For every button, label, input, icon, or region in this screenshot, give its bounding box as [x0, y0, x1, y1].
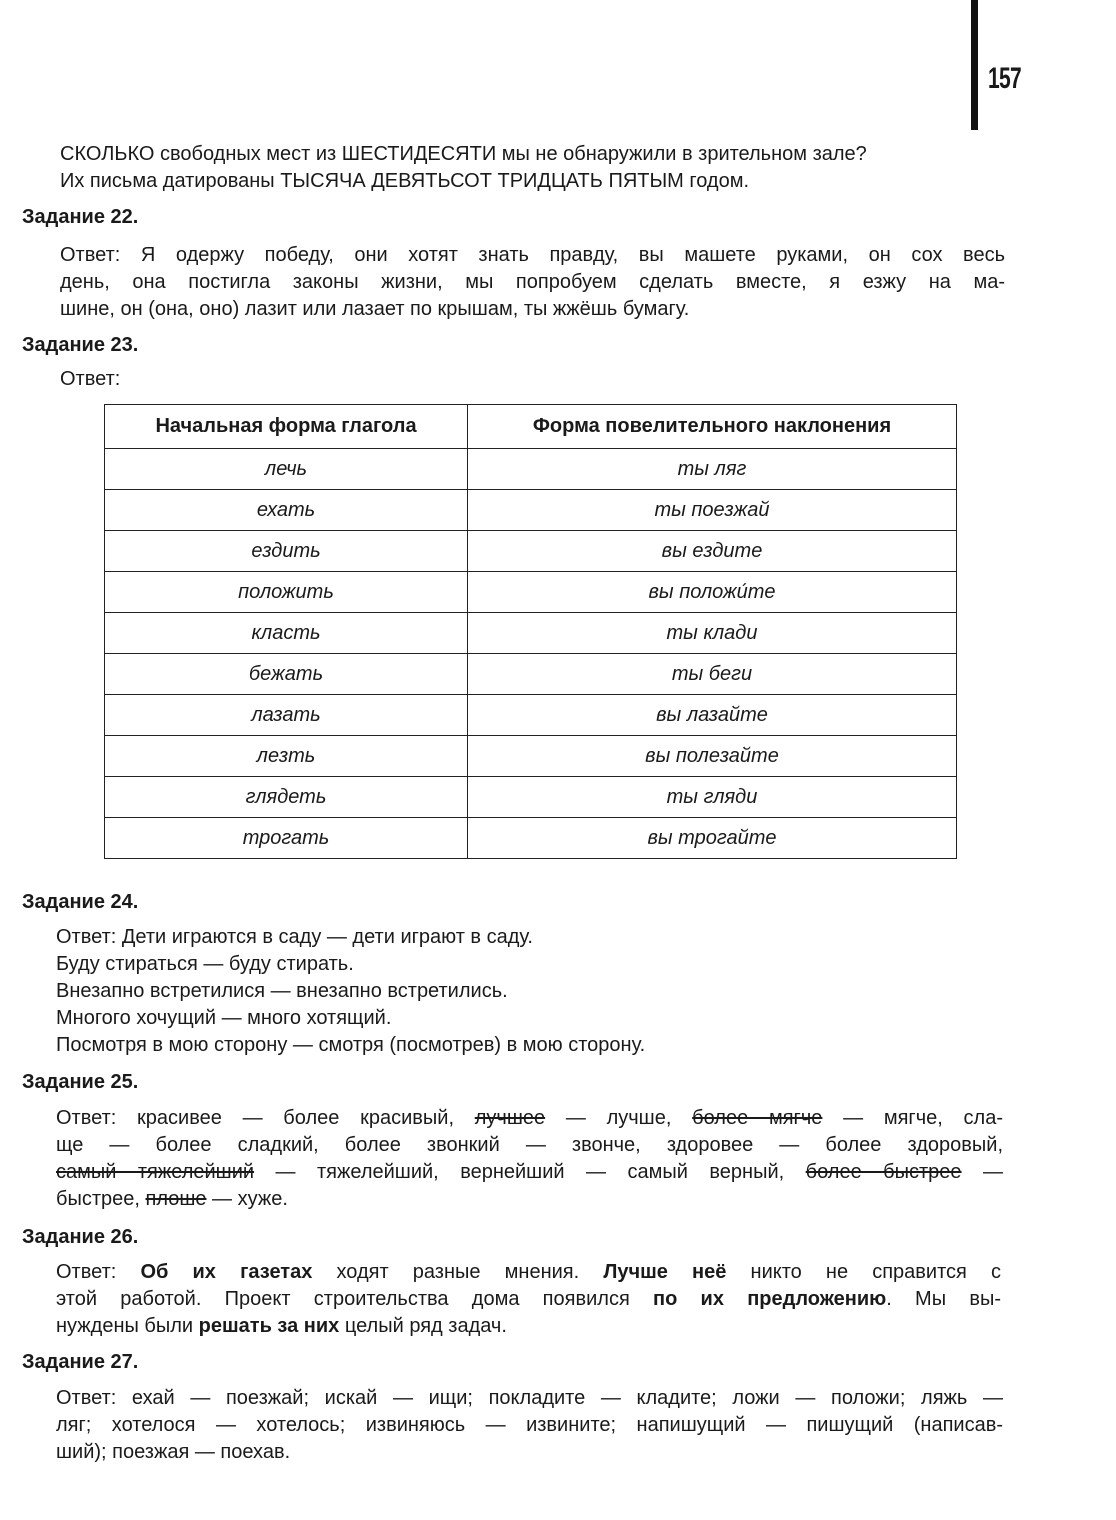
text-segment: шине, он (она, оно) лазит или лазает по крышам, ты жжёшь бумагу. [60, 298, 690, 320]
text-line [56, 1439, 1003, 1466]
text-line [56, 951, 1001, 978]
infinitive-cell: лазать [105, 695, 468, 736]
infinitive-cell: глядеть [105, 777, 468, 818]
task-22-heading: Задание 22. [22, 206, 139, 228]
intro-paragraph [60, 141, 1005, 195]
margin-bar [971, 0, 978, 130]
table-row [105, 572, 957, 613]
struck-text: более мягче [692, 1107, 823, 1129]
task-27-answer [56, 1385, 1003, 1466]
table-row [105, 654, 957, 695]
table-row [105, 818, 957, 859]
text-line [56, 1313, 1001, 1340]
page-number: 157 [988, 62, 1021, 95]
text-segment: — лучше, [545, 1107, 693, 1129]
text-segment: целый ряд задач. [339, 1315, 507, 1337]
text-line [56, 978, 1001, 1005]
text-line [56, 1412, 1003, 1439]
text-segment: этой работой. Проект строительства дома появился [56, 1288, 654, 1310]
text-line [56, 1259, 1001, 1286]
struck-text: лучшее [474, 1107, 546, 1129]
text-line [60, 269, 1005, 296]
text-segment: нуждены были [56, 1315, 199, 1337]
struck-text: плоше [145, 1188, 207, 1210]
table-header-row [105, 405, 957, 449]
text-segment: . Мы вы- [886, 1288, 1001, 1310]
text-line [60, 242, 1005, 269]
text-segment: — мягче, сла- [822, 1107, 1004, 1129]
imperative-form-cell: ты поезжай [468, 490, 957, 531]
text-line [60, 296, 1005, 323]
imperative-form-cell: ты беги [468, 654, 957, 695]
task-26-heading: Задание 26. [22, 1226, 139, 1248]
bold-text: по их предложению [653, 1288, 887, 1310]
text-segment: Ответ: красивее — более красивый, [56, 1107, 475, 1129]
table-row [105, 777, 957, 818]
text-segment: — хуже. [206, 1188, 288, 1210]
text-segment: Внезапно встретилися — внезапно встретились. [56, 980, 508, 1002]
table-row [105, 449, 957, 490]
text-segment: быстрее, [56, 1188, 146, 1210]
column-header: Форма повелительного наклонения [468, 405, 957, 449]
text-line [60, 141, 1005, 168]
imperative-form-cell: ты гляди [468, 777, 957, 818]
text-segment: — [961, 1161, 1003, 1183]
text-segment: Ответ: [60, 368, 121, 390]
task-23-heading: Задание 23. [22, 334, 139, 356]
column-header: Начальная форма глагола [105, 405, 468, 449]
verb-forms-table [104, 404, 957, 859]
text-line [56, 1132, 1003, 1159]
infinitive-cell: лечь [105, 449, 468, 490]
infinitive-cell: трогать [105, 818, 468, 859]
infinitive-cell: бежать [105, 654, 468, 695]
task-24-answer [56, 924, 1001, 1059]
task-22-answer [60, 242, 1005, 323]
text-line [56, 1159, 1003, 1186]
imperative-form-cell: вы положи́те [468, 572, 957, 613]
text-segment: никто не справится с [726, 1261, 1002, 1283]
imperative-form-cell: вы трогайте [468, 818, 957, 859]
infinitive-cell: положить [105, 572, 468, 613]
text-segment: Их письма датированы ТЫСЯЧА ДЕВЯТЬСОТ ТРИДЦАТЬ ПЯТЫМ годом. [60, 170, 750, 192]
text-segment: Ответ: Дети играются в саду — дети играют в саду. [56, 926, 533, 948]
struck-text: самый тяжелейший [56, 1161, 255, 1183]
table-row [105, 490, 957, 531]
text-line [60, 366, 460, 393]
text-segment: Ответ: [56, 1261, 141, 1283]
bold-text: Лучше неё [603, 1261, 727, 1283]
text-segment: Буду стираться — буду стирать. [56, 953, 354, 975]
text-line [56, 1385, 1003, 1412]
infinitive-cell: класть [105, 613, 468, 654]
text-segment: ший); поезжая — поехав. [56, 1441, 291, 1463]
infinitive-cell: ездить [105, 531, 468, 572]
task-27-heading: Задание 27. [22, 1351, 139, 1373]
imperative-form-cell: вы ездите [468, 531, 957, 572]
text-line [56, 1032, 1001, 1059]
task-24-heading: Задание 24. [22, 891, 139, 913]
imperative-form-cell: вы лазайте [468, 695, 957, 736]
infinitive-cell: лезть [105, 736, 468, 777]
text-segment: Ответ: ехай — поезжай; искай — ищи; покладите — кладите; ложи — положи; ляжь — [56, 1387, 1003, 1409]
struck-text: более быстрее [805, 1161, 962, 1183]
task-25-answer [56, 1105, 1003, 1213]
task-26-answer [56, 1259, 1001, 1340]
text-segment: — тяжелейший, вернейший — самый верный, [254, 1161, 806, 1183]
text-segment: день, она постигла законы жизни, мы попробуем сделать вместе, я езжу на ма- [60, 271, 1005, 293]
text-line [56, 1286, 1001, 1313]
text-line [56, 924, 1001, 951]
task-23-answer [60, 366, 460, 393]
text-segment: СКОЛЬКО свободных мест из ШЕСТИДЕСЯТИ мы не обнаружили в зрительном зале? [60, 143, 867, 165]
text-segment: ходят разные мнения. [312, 1261, 604, 1283]
imperative-form-cell: вы полезайте [468, 736, 957, 777]
table-row [105, 695, 957, 736]
text-line [56, 1186, 1003, 1213]
imperative-form-cell: ты клади [468, 613, 957, 654]
imperative-form-cell: ты ляг [468, 449, 957, 490]
table-row [105, 736, 957, 777]
bold-text: решать за них [198, 1315, 340, 1337]
text-line [60, 168, 1005, 195]
text-segment: ляг; хотелося — хотелось; извиняюсь — извините; напишущий — пишущий (написав- [56, 1414, 1003, 1436]
table-row [105, 531, 957, 572]
task-25-heading: Задание 25. [22, 1071, 139, 1093]
bold-text: Об их газетах [140, 1261, 313, 1283]
text-segment: Ответ: Я одержу победу, они хотят знать правду, вы машете руками, он сох весь [60, 244, 1005, 266]
text-segment: Многого хочущий — много хотящий. [56, 1007, 392, 1029]
text-line [56, 1105, 1003, 1132]
text-line [56, 1005, 1001, 1032]
text-segment: ще — более сладкий, более звонкий — звонче, здоровее — более здоровый, [56, 1134, 1003, 1156]
infinitive-cell: ехать [105, 490, 468, 531]
table-row [105, 613, 957, 654]
text-segment: Посмотря в мою сторону — смотря (посмотрев) в мою сторону. [56, 1034, 646, 1056]
